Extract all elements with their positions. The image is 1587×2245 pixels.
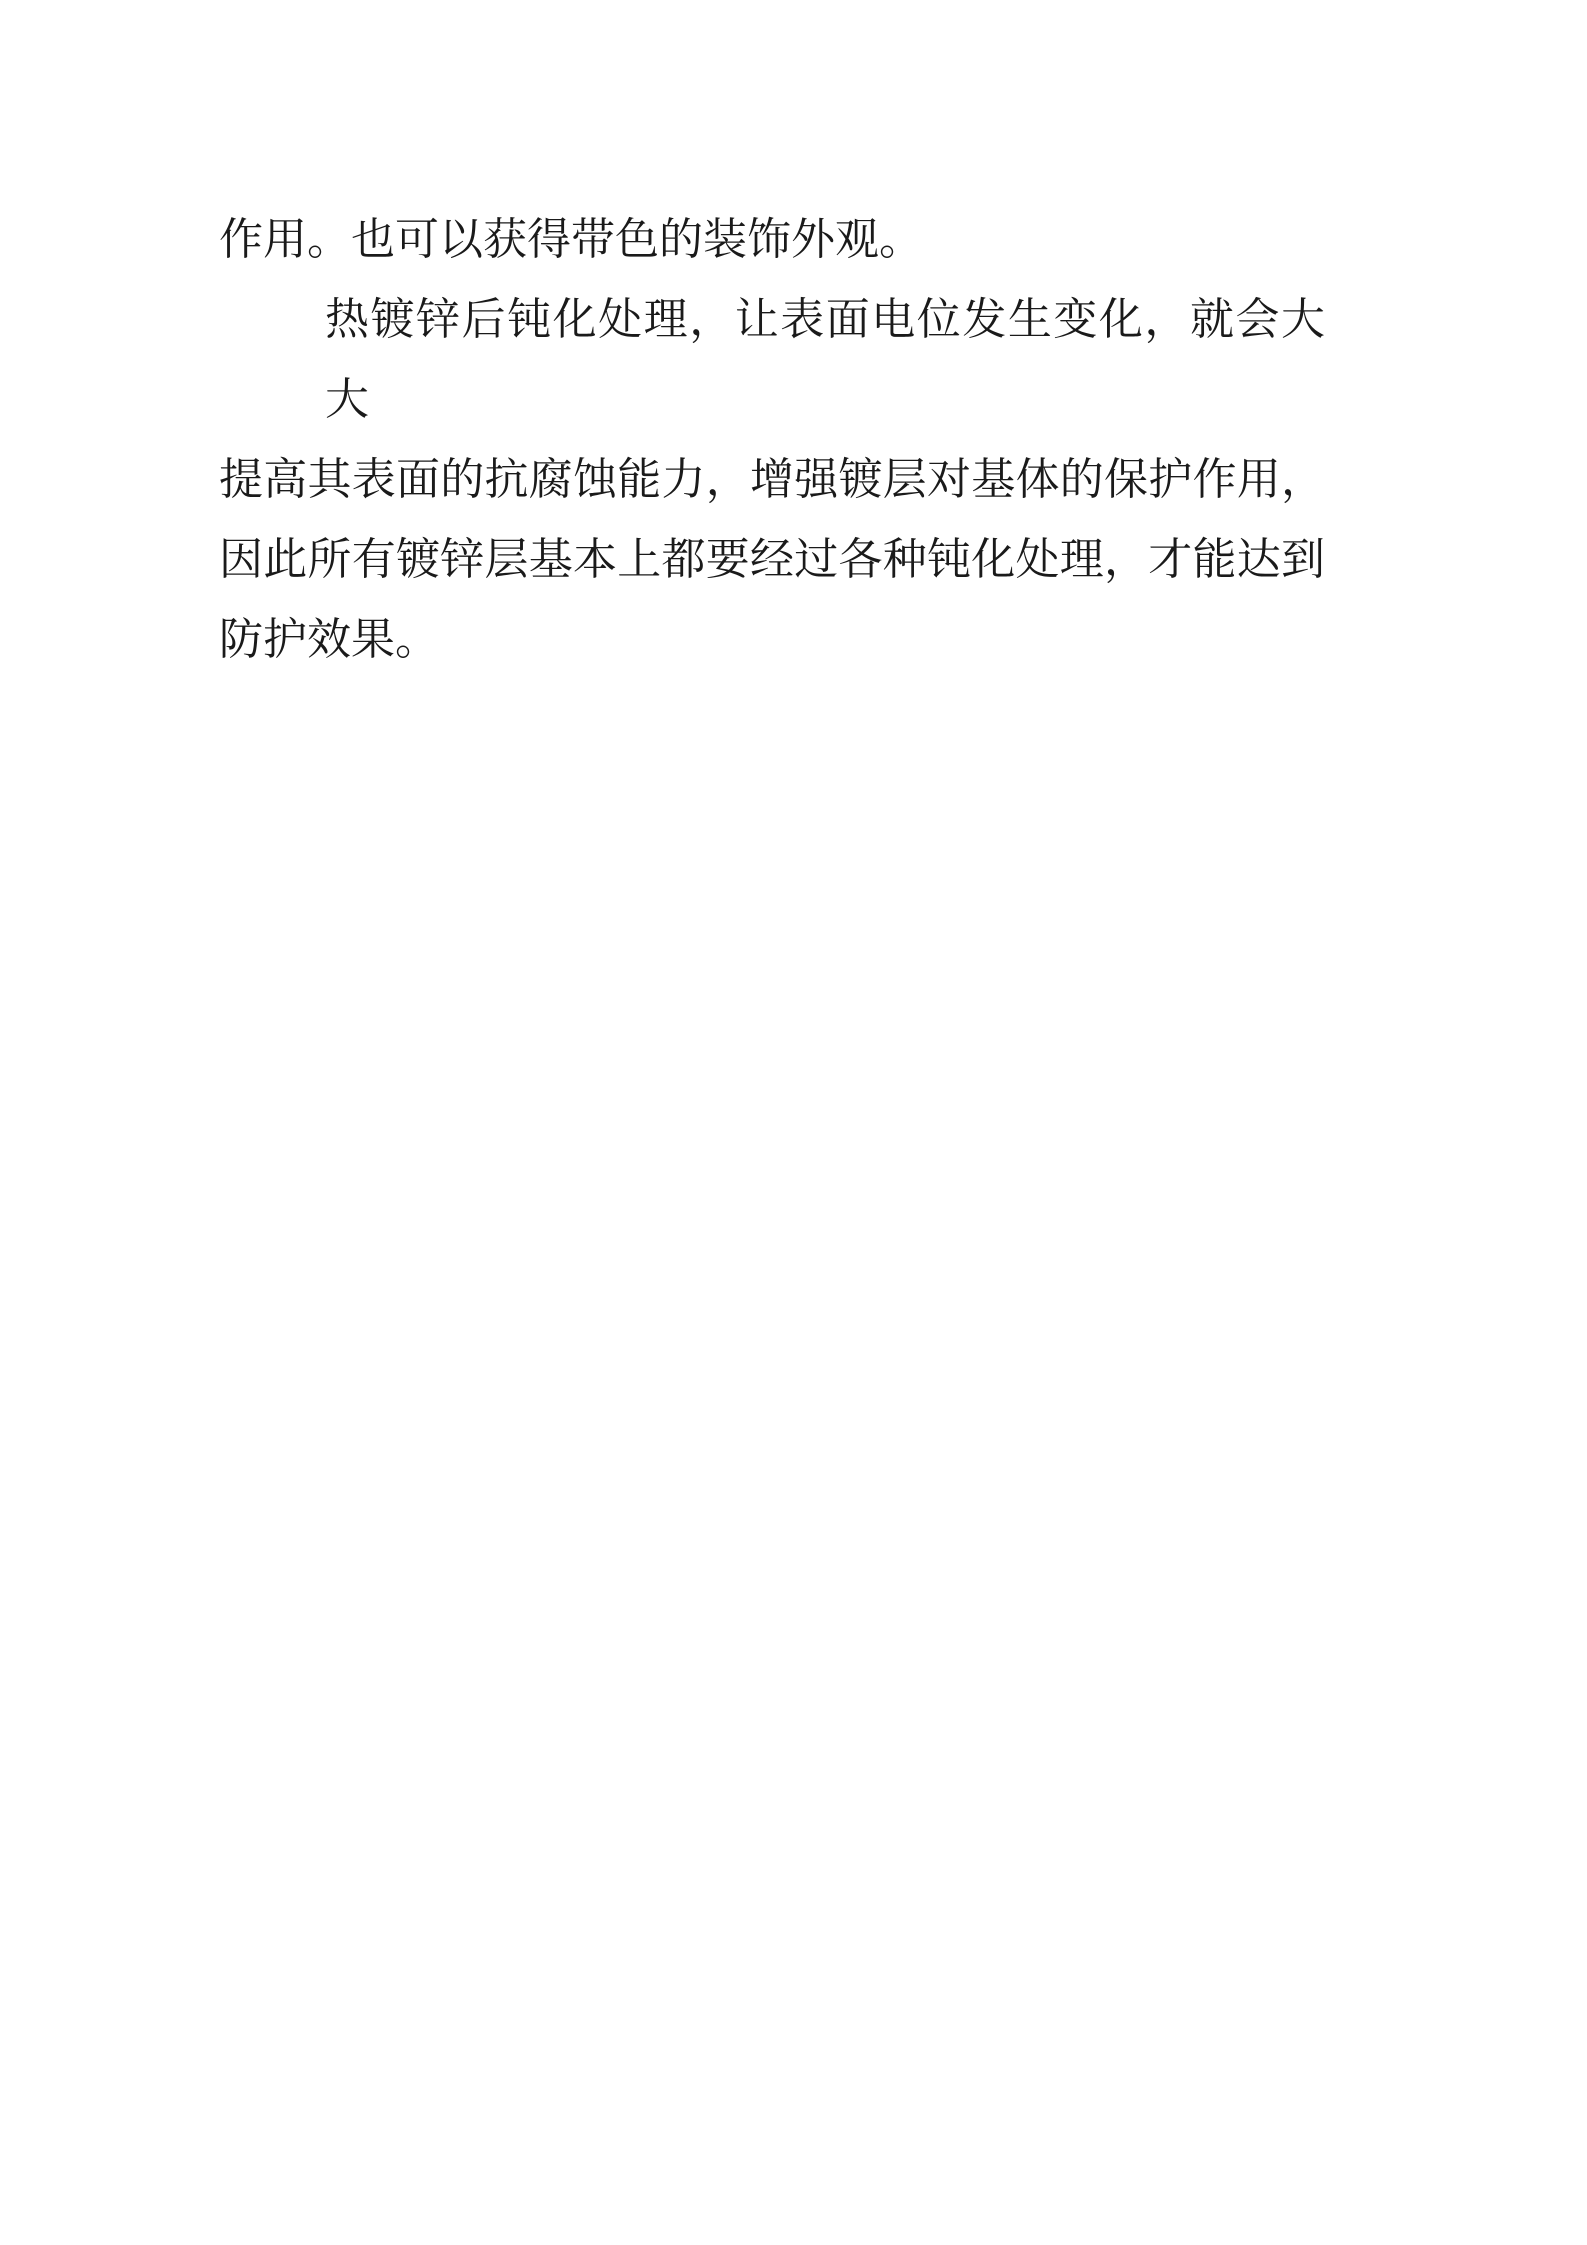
paragraph-2-line-3: 因此所有镀锌层基本上都要经过各种钝化处理，才能达到 <box>219 535 1325 584</box>
text-block <box>219 200 1325 680</box>
paragraph-2-line-4: 防护效果。 <box>219 615 439 664</box>
paragraph-2-line-1: 热镀锌后钝化处理，让表面电位发生变化，就会大大 <box>325 295 1325 424</box>
paragraph-2-line-2: 提高其表面的抗腐蚀能力，增强镀层对基体的保护作用， <box>219 455 1325 504</box>
paragraph-1-line-1: 作用。也可以获得带色的装饰外观。 <box>219 215 923 264</box>
